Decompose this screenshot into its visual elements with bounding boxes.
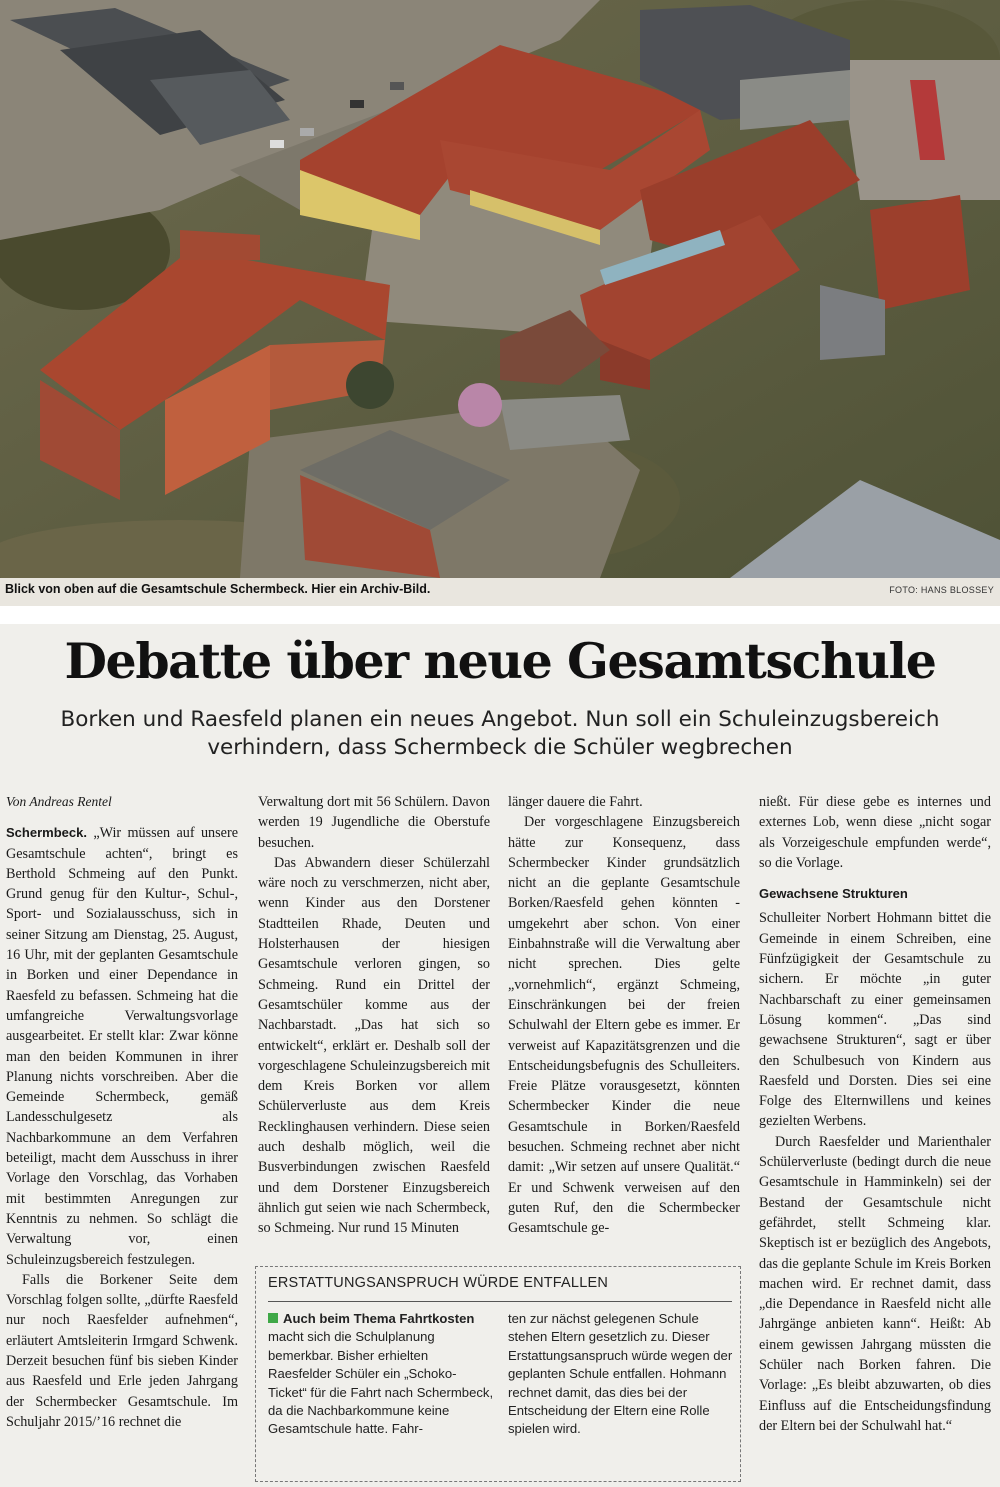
photo-caption: Blick von oben auf die Gesamtschule Schermbeck. Hier ein Archiv-Bild. — [5, 582, 431, 596]
info-box-title: ERSTATTUNGSANSPRUCH WÜRDE ENTFALLEN — [268, 1275, 608, 1291]
paragraph: länger dauere die Fahrt. — [508, 794, 643, 810]
info-box-text: macht sich die Schulplanung bemerkbar. Bisher erhielten Raesfelder Schüler ein „Schoko-Ticket“ für die Fahrt nach Schermbeck, da die Nachbarkommune keine Gesamtschule hatte. Fahr- — [268, 1329, 494, 1437]
info-box-column-2: ten zur nächst gelegenen Schule stehen Eltern gesetzlich zu. Dieser Erstattungsanspruch würde wegen der geplanten Schule entfallen. Hohmann rechnet damit, das dies bei der Entscheidung der Eltern eine Rolle spielen wird. — [508, 1311, 733, 1437]
paragraph: Das Abwandern dieser Schülerzahl wäre noch zu verschmerzen, nicht aber, wenn Kinder aus den Dorstener Stadtteilen Rhade, Deuten und Holsterhausen der hiesigen Gesamtschule verloren gingen, so Schmeing. Rund ein Drittel der Gesamtschüler komme aus der Nachbarstadt. „Das hat sich so entwickelt“, erklärt er. Deshalb soll der vorgeschlagene Schuleinzugsbereich mit dem Kreis Borken vor allem Schülerverluste aus dem Kreis Recklinghausen verhindern. Diese seien auch deshalb möglich, weil die Busverbindungen zwischen Raesfeld und dem Dorstener Einzugsbereich ähnlich gut seien wie nach Schermbeck, so Schmeing. Nur rund 15 Minuten — [258, 854, 490, 1237]
text-column-2 — [258, 792, 490, 1239]
text-column-1 — [6, 792, 238, 1432]
info-box-column-1 — [268, 1310, 494, 1439]
article — [0, 624, 1000, 1487]
headline: Debatte über neue Gesamtschule — [64, 632, 936, 690]
info-box-lead: Auch beim Thema Fahrtkosten — [283, 1311, 475, 1326]
paragraph: Schulleiter Norbert Hohmann bittet die Gemeinde in einem Schreiben, eine Fünfzügigkeit der Gesamtschule zu sichern. Er möchte „in guter Nachbarschaft zu einer gemeinsamen Lösung kommen“. „Das sind gewachsene Strukturen“, sagt er über den Schulbesuch von Kindern aus Raesfeld und Dorsten. Dies sei eine Folge des Elternwillens und keines gezielten Werbens. — [759, 910, 991, 1130]
green-square-icon — [268, 1313, 278, 1323]
text-column-3 — [508, 792, 740, 1239]
photo-block — [0, 0, 1000, 606]
paragraph — [6, 823, 238, 1270]
crosshead: Gewachsene Strukturen — [759, 886, 908, 902]
info-box — [255, 1266, 741, 1482]
divider — [268, 1301, 732, 1302]
byline: Von Andreas Rentel — [6, 794, 112, 809]
subheadline-line-2: verhindern, dass Schermbeck die Schüler wegbrechen — [207, 735, 793, 760]
text-column-4 — [759, 792, 991, 1436]
paragraph-text: „Wir müssen auf unsere Gesamtschule achten“, bringt es Berthold Schmeing auf den Punkt. Grund genug für den Kultur-, Schul-, Sport- und Sozialausschuss, sich in seiner Sitzung am Dienstag, 25. August, 16 Uhr, mit der geplanten Gesamtschule in Borken und einer Dependance in Raesfeld zu befassen. Schmeing hat die umfangreiche Verwaltungsvorlage ausgearbeitet. Er stellt klar: Zwar könne man den beiden Kommunen in ihrer Planung nichts vorschreiben. Aber die Gemeinde Schermbeck, gemäß Landesschulgesetz als Nachbarkommune an dem Verfahren beteiligt, macht dem Ausschuss in ihrer Vorlage den Vorschlag, das Vorhaben mit bestimmten Anregungen zur Kenntnis zu nehmen. So schlägt die Verwaltung vor, einen Schuleinzugsbereich festzulegen. — [6, 825, 238, 1268]
photo-credit: FOTO: HANS BLOSSEY — [889, 585, 994, 595]
paragraph: Verwaltung dort mit 56 Schülern. Davon werden 19 Jugendliche die Oberstufe besuchen. — [258, 794, 490, 851]
paragraph: nießt. Für diese gebe es internes und externes Lob, wenn diese „nicht sogar als Vorzeigeschule empfunden werde“, so die Vorlage. — [759, 794, 991, 871]
paragraph: Falls die Borkener Seite dem Vorschlag folgen sollte, „dürfte Raesfeld nur noch Raesfelder aufnehmen“, erläutert Amtsleiterin Irmgard Schwenk. Derzeit besuchen fünf bis sieben Kinder aus Raesfeld und Erle jeden Jahrgang der Schermbecker Gesamtschule. Im Schuljahr 2015/’16 rechnet die — [6, 1271, 238, 1430]
paragraph: Der vorgeschlagene Einzugsbereich hätte zur Konsequenz, dass Schermbecker Kinder grundsätzlich nicht an die geplante Gesamtschule Borken/Raesfeld gehen könnten - umgekehrt aber schon. Von einer Einbahnstraße will die Verwaltung aber nicht sprechen. Dies gelte „vornehmlich“, ergänzt Schmeing, Einschränkungen bei der freien Schulwahl der Eltern gebe es immer. Er verweist auf Kapazitätsgrenzen und die Entscheidungsbefugnis des Schulleiters. Freie Plätze vorausgesetzt, könnten Schermbecker Kinder die neue Gesamtschule in Borken/Raesfeld besuchen. Schmeing rechnet aber nicht damit: „Wir setzen auf unsere Qualität.“ Er und Schwenk verweisen auf den guten Ruf, den die Schermbecker Gesamtschule ge- — [508, 814, 740, 1237]
dateline: Schermbeck. — [6, 825, 87, 841]
subheadline-line-1: Borken und Raesfeld planen ein neues Angebot. Nun soll ein Schuleinzugsbereich — [60, 707, 940, 732]
aerial-school-photo — [0, 0, 1000, 578]
paragraph: Durch Raesfelder und Marienthaler Schülerverluste (bedingt durch die neue Gesamtschule in Hamminkeln) sei der Bestand der Gesamtschule nicht gefährdet, stellt Schmeing klar. Skeptisch ist er bezüglich des Angebots, das die geplante Schule im Kreis Borken machen wird. Er rechnet damit, dass „die Dependance in Raesfeld nicht alle Jahrgänge anbieten kann“. Heißt: Ab einem gewissen Jahrgang müssten die Schüler nach Borken fahren. Die Vorlage: „Es bleibt abzuwarten, ob dies Einfluss auf die Entscheidungsfindung der Eltern bei der Schulwahl hat.“ — [759, 1133, 991, 1434]
